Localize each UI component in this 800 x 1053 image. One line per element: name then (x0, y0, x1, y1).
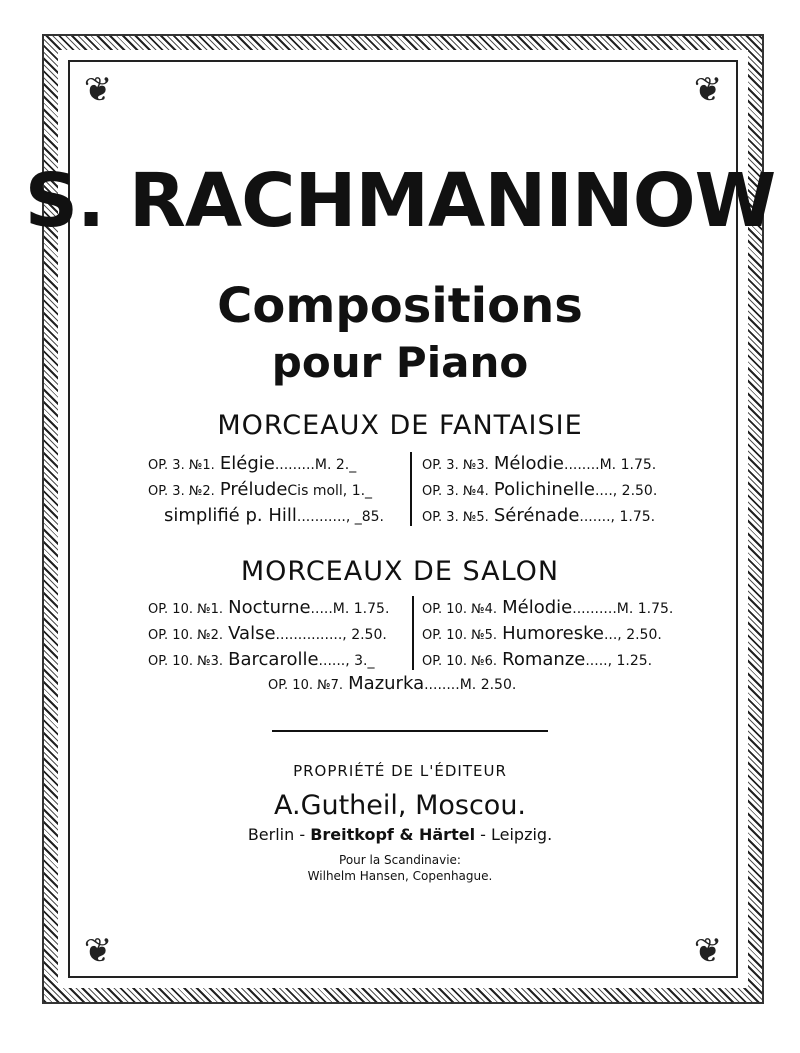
publisher-name: A.Gutheil, Moscou. (273, 790, 527, 821)
corner-ornament-icon: ❦ (83, 931, 113, 971)
fantaisie-right-column (422, 452, 657, 530)
opus-number: OP. 3. №4. (422, 484, 489, 499)
title-line-1: Compositions (217, 278, 583, 334)
column-divider (410, 452, 412, 526)
agent-leipzig: - Leipzig. (475, 825, 553, 844)
list-item (148, 596, 389, 622)
agent-breitkopf: Breitkopf & Härtel (310, 825, 476, 844)
work-title: Humoreske (502, 623, 604, 644)
work-title: Nocturne (228, 597, 311, 618)
opus-number: OP. 10. №2. (148, 628, 224, 643)
work-title: Mélodie (493, 453, 564, 474)
composer-name: S. RACHMANINOW (24, 158, 776, 244)
list-item (148, 452, 384, 478)
work-title: Barcarolle (228, 649, 319, 670)
work-title: simplifié p. Hill (164, 505, 297, 526)
work-title: Sérénade (493, 505, 580, 526)
list-item (268, 672, 516, 698)
opus-number: OP. 10. №1. (148, 602, 224, 617)
publisher-agents (0, 825, 800, 844)
opus-number: OP. 10. №7. (268, 678, 344, 693)
price: ........M. 1.75. (564, 457, 657, 473)
corner-ornament-icon: ❦ (693, 931, 723, 971)
work-title: Valse (228, 623, 276, 644)
price: ......, 3._ (318, 653, 375, 669)
list-item (422, 478, 657, 504)
publisher-rights: PROPRIÉTÉ DE L'ÉDITEUR (293, 762, 507, 780)
list-item (148, 504, 384, 529)
work-title: Mélodie (502, 597, 573, 618)
opus-number: OP. 3. №1. (148, 458, 215, 473)
work-title: Polichinelle (493, 479, 595, 500)
corner-ornament-icon: ❦ (83, 70, 113, 110)
list-item (422, 596, 673, 622)
scandinavia-agent: Wilhelm Hansen, Copenhague. (307, 869, 493, 883)
list-item (148, 478, 384, 504)
work-title: Romanze (502, 649, 586, 670)
title-line-2: pour Piano (271, 338, 529, 387)
list-item (422, 648, 673, 674)
opus-number: OP. 10. №5. (422, 628, 498, 643)
opus-number: OP. 10. №4. (422, 602, 498, 617)
list-item (422, 622, 673, 648)
agent-berlin: Berlin - (247, 825, 311, 844)
opus-number: OP. 3. №2. (148, 484, 215, 499)
list-item (422, 452, 657, 478)
section-heading-salon: MORCEAUX DE SALON (240, 556, 560, 587)
list-item (422, 504, 657, 530)
salon-right-column (422, 596, 673, 674)
opus-number: OP. 10. №6. (422, 654, 498, 669)
section-heading-fantaisie: MORCEAUX DE FANTAISIE (217, 410, 583, 441)
work-title: Mazurka (348, 673, 425, 694)
fantaisie-left-column (148, 452, 384, 529)
list-item (148, 648, 389, 674)
price: ........M. 2.50. (424, 677, 517, 693)
price: ..............., 2.50. (275, 627, 387, 643)
price: ..........., _85. (296, 509, 385, 525)
corner-ornament-icon: ❦ (693, 70, 723, 110)
price: ...., 2.50. (594, 483, 658, 499)
column-divider (412, 596, 414, 670)
price: Cis moll, 1._ (287, 483, 373, 499)
work-title: Elégie (219, 453, 275, 474)
scandinavia-label: Pour la Scandinavie: (339, 853, 461, 867)
opus-number: OP. 10. №3. (148, 654, 224, 669)
salon-last-row (268, 672, 516, 698)
opus-number: OP. 3. №5. (422, 510, 489, 525)
price: .........M. 2._ (274, 457, 357, 473)
work-title: Prélude (219, 479, 288, 500)
opus-number: OP. 3. №3. (422, 458, 489, 473)
price: ......., 1.75. (579, 509, 656, 525)
price: ..........M. 1.75. (572, 601, 674, 617)
price: ....., 1.25. (585, 653, 653, 669)
salon-left-column (148, 596, 389, 674)
price: ..., 2.50. (603, 627, 662, 643)
horizontal-rule (272, 730, 548, 732)
list-item (148, 622, 389, 648)
price: .....M. 1.75. (310, 601, 390, 617)
